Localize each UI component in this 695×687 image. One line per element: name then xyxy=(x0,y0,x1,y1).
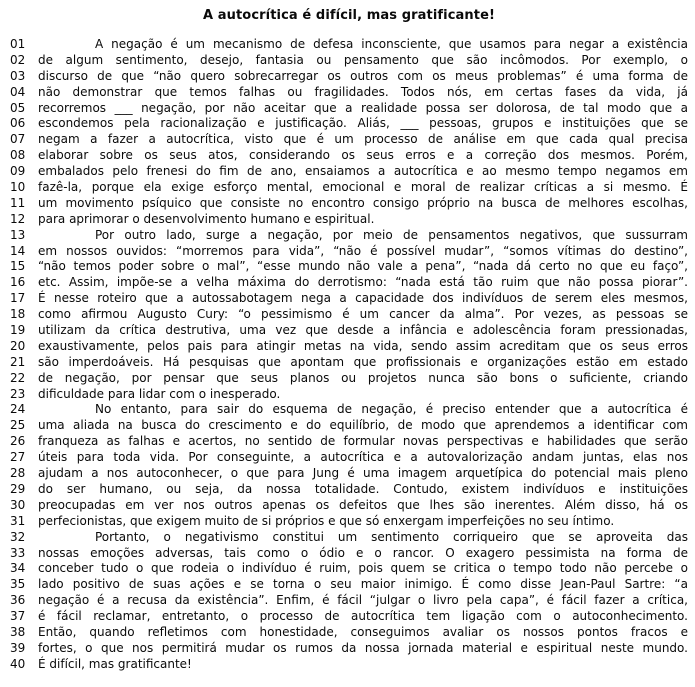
line-number: 09 xyxy=(10,164,26,179)
line-text: fazê-la, porque ela exige esforço mental, emocional e moral de realizar críticas a si mesmo. É xyxy=(38,180,688,195)
line-number: 21 xyxy=(10,354,26,369)
line-text: negação é a recusa da existência”. Enfim, é fácil “julgar o livro pela capa”, é fácil fazer a crítica, xyxy=(38,593,688,608)
text-line xyxy=(10,625,688,641)
line-text: “não temos poder sobre o mal”, “esse mundo não vale a pena”, “nada dá certo no que eu faço”, xyxy=(38,259,688,274)
line-number: 26 xyxy=(10,434,26,449)
line-number: 10 xyxy=(10,180,26,195)
text-line xyxy=(10,69,688,85)
line-text: fortes, o que nos permitirá mudar os rumos da nossa jornada material e espiritual neste mundo. xyxy=(38,640,688,655)
line-number: 35 xyxy=(10,577,26,592)
text-line xyxy=(10,148,688,164)
text-line xyxy=(10,307,688,323)
text-line xyxy=(10,514,688,530)
line-text: No entanto, para sair do esquema de negação, é preciso entender que a autocrítica é xyxy=(95,402,688,417)
line-number: 30 xyxy=(10,497,26,512)
text-line xyxy=(10,37,688,53)
text-line xyxy=(10,434,688,450)
line-number: 39 xyxy=(10,640,26,655)
line-text: do ser humano, ou seja, da nossa totalidade. Contudo, existem indivíduos e instituições xyxy=(38,481,688,496)
line-number: 04 xyxy=(10,84,26,99)
text-line xyxy=(10,291,688,307)
line-number: 07 xyxy=(10,132,26,147)
line-text: Portanto, o negativismo constitui um sentimento corriqueiro que se aproveita das xyxy=(95,529,688,544)
text-line xyxy=(10,402,688,418)
text-line xyxy=(10,228,688,244)
text-line xyxy=(10,561,688,577)
line-text: Por outro lado, surge a negação, por meio de pensamentos negativos, que sussurram xyxy=(95,227,688,242)
text-line xyxy=(10,196,688,212)
line-number: 15 xyxy=(10,259,26,274)
line-number: 03 xyxy=(10,68,26,83)
line-number: 29 xyxy=(10,481,26,496)
line-text: conceber tudo o que rodeia o indivíduo é ruim, pois quem se critica o tempo todo não percebe o xyxy=(38,561,688,576)
text-line xyxy=(10,323,688,339)
text-line xyxy=(10,657,688,673)
line-text: em nossos ouvidos: “morremos para vida”, “não é possível mudar”, “somos vítimas do destino”, xyxy=(38,243,688,258)
text-line xyxy=(10,546,688,562)
line-text: não demonstrar que temos falhas ou fragilidades. Todos nós, em certas fases da vida, já xyxy=(38,84,688,99)
line-text: nossas emoções adversas, tais como o ódio e o rancor. O exagero pessimista na forma de xyxy=(38,545,688,560)
line-number: 24 xyxy=(10,402,26,417)
text-line xyxy=(10,85,688,101)
line-number: 20 xyxy=(10,338,26,353)
line-text: dificuldade para lidar com o inesperado. xyxy=(38,386,281,401)
text-line xyxy=(10,577,688,593)
line-number: 22 xyxy=(10,370,26,385)
line-text: negam a fazer a autocrítica, visto que é um processo de análise em que cada qual precisa xyxy=(38,132,688,147)
text-line xyxy=(10,593,688,609)
text-line xyxy=(10,371,688,387)
line-text: utilizam da crítica destrutiva, uma vez que desde a infância e adolescência foram pressionadas, xyxy=(38,323,688,338)
line-text: como afirmou Augusto Cury: “o pessimismo é um cancer da alma”. Por vezes, as pessoas se xyxy=(38,307,688,322)
line-text: franqueza as falhas e acertos, no sentido de formular novas perspectivas e habilidades que serão xyxy=(38,434,688,449)
line-text: exaustivamente, pelos pais para atingir metas na vida, sendo assim acreditam que os seus erros xyxy=(38,338,688,353)
line-text: é fácil reclamar, entretanto, o processo de autocrítica tem ligação com o autoconhecimento. xyxy=(38,609,688,624)
line-text: perfecionistas, que exigem muito de si próprios e que só enxergam imperfeições no seu íntimo. xyxy=(38,513,615,528)
line-number: 40 xyxy=(10,656,26,671)
line-number: 38 xyxy=(10,624,26,639)
line-number: 36 xyxy=(10,593,26,608)
text-line xyxy=(10,132,688,148)
text-line xyxy=(10,355,688,371)
line-number: 25 xyxy=(10,418,26,433)
text-line xyxy=(10,101,688,117)
line-number: 18 xyxy=(10,307,26,322)
line-text: escondemos pela racionalização e justificação. Aliás, ___ pessoas, grupos e instituições que se xyxy=(38,116,688,131)
text-line xyxy=(10,275,688,291)
line-text: discurso de que “não quero sobrecarregar os outros com os meus problemas” é uma forma de xyxy=(38,68,688,83)
text-line xyxy=(10,609,688,625)
text-line xyxy=(10,530,688,546)
text-line xyxy=(10,244,688,260)
line-number: 32 xyxy=(10,529,26,544)
line-number: 19 xyxy=(10,323,26,338)
line-text: embalados pelo frenesi do fim de ano, ensaiamos a autocrítica e ao mesmo tempo negamos em xyxy=(38,164,688,179)
line-text: É nesse roteiro que a autossabotagem nega a capacidade dos indivíduos de serem eles mesmos, xyxy=(38,291,688,306)
text-line xyxy=(10,212,688,228)
line-text: etc. Assim, impõe-se a velha máxima do derrotismo: “nada está tão ruim que não possa piorar”. xyxy=(38,275,688,290)
line-number: 05 xyxy=(10,100,26,115)
text-line xyxy=(10,339,688,355)
line-text: A negação é um mecanismo de defesa inconsciente, que usamos para negar a existência xyxy=(95,37,688,51)
text-line xyxy=(10,180,688,196)
line-number: 13 xyxy=(10,227,26,242)
line-number: 02 xyxy=(10,52,26,67)
line-number: 17 xyxy=(10,291,26,306)
line-text: elaborar sobre os seus atos, considerando os seus erros e a correção dos mesmos. Porém, xyxy=(38,148,688,163)
line-number: 08 xyxy=(10,148,26,163)
line-text: Então, quando refletimos com honestidade, conseguimos avaliar os nossos pontos fracos e xyxy=(38,624,688,639)
line-text: de algum sentimento, desejo, fantasia ou pensamento que são incômodos. Por exemplo, o xyxy=(38,52,688,67)
text-line xyxy=(10,498,688,514)
line-text: de negação, por pensar que seus planos ou projetos nunca são bons o suficiente, criando xyxy=(38,370,688,385)
line-number: 16 xyxy=(10,275,26,290)
line-number: 01 xyxy=(10,37,26,51)
text-line xyxy=(10,387,688,403)
line-number: 28 xyxy=(10,466,26,481)
text-line xyxy=(10,164,688,180)
text-line xyxy=(10,418,688,434)
line-number: 31 xyxy=(10,513,26,528)
line-text: ajudam a nos autoconhecer, o que para Jung é uma imagem arquetípica do potencial mais pleno xyxy=(38,466,688,481)
line-number: 23 xyxy=(10,386,26,401)
text-line xyxy=(10,450,688,466)
line-number: 34 xyxy=(10,561,26,576)
line-number: 12 xyxy=(10,211,26,226)
line-number: 11 xyxy=(10,195,26,210)
line-text: preocupadas em ver nos outros apenas os defeitos que lhes são inerentes. Além disso, há os xyxy=(38,497,688,512)
line-text: um movimento psíquico que consiste no encontro consigo próprio na busca de melhores escolhas, xyxy=(38,195,688,210)
line-text: lado positivo de suas ações e se torna o seu maior inimigo. É como disse Jean-Paul Sartre: “a xyxy=(38,577,688,592)
text-line xyxy=(10,482,688,498)
text-line xyxy=(10,53,688,69)
line-text: É difícil, mas gratificante! xyxy=(38,656,192,671)
line-text: úteis para toda vida. Por conseguinte, a autocrítica e a autovalorização andam juntas, elas nos xyxy=(38,450,688,465)
line-number: 14 xyxy=(10,243,26,258)
line-text: são imperdoáveis. Há pesquisas que apontam que profissionais e organizações estão em estado xyxy=(38,354,688,369)
line-number: 33 xyxy=(10,545,26,560)
text-line xyxy=(10,116,688,132)
line-number: 27 xyxy=(10,450,26,465)
text-body xyxy=(10,37,688,673)
line-number: 37 xyxy=(10,609,26,624)
text-line xyxy=(10,259,688,275)
line-number: 06 xyxy=(10,116,26,131)
line-text: para aprimorar o desenvolvimento humano e espiritual. xyxy=(38,211,375,226)
document-title: A autocrítica é difícil, mas gratificante! xyxy=(202,8,496,23)
text-line xyxy=(10,641,688,657)
line-text: uma aliada na busca do crescimento e do equilíbrio, de modo que aprendemos a identificar com xyxy=(38,418,688,433)
text-line xyxy=(10,466,688,482)
line-text: recorremos ___ negação, por não aceitar que a realidade possa ser dolorosa, de tal modo que a xyxy=(38,100,688,115)
